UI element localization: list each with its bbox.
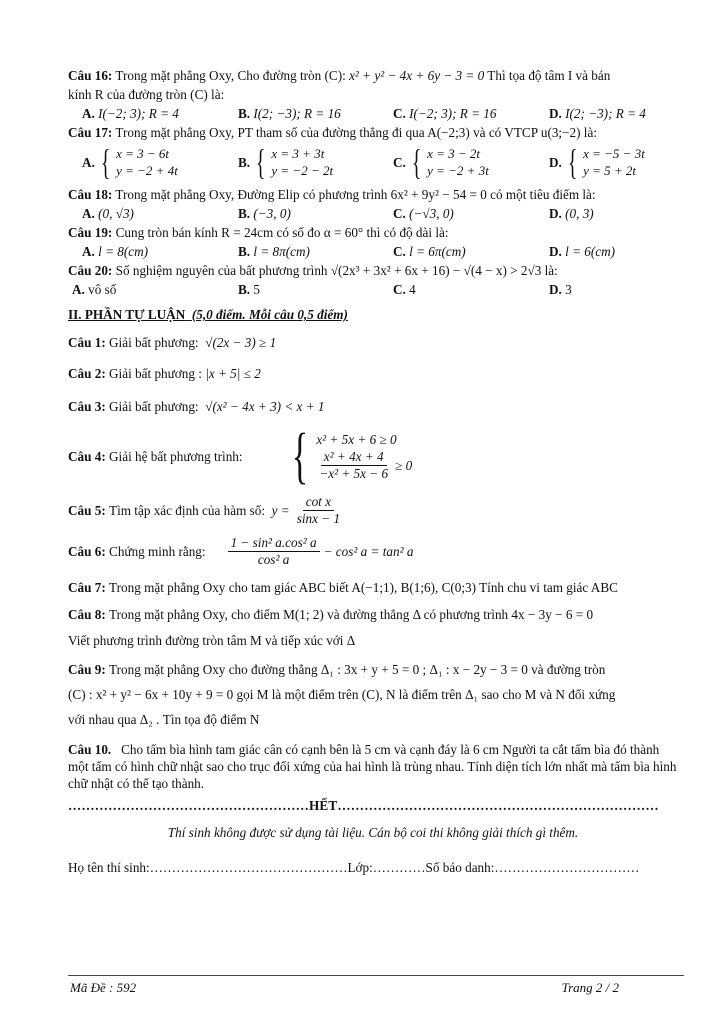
question-text: Trong mặt phẳng Oxy, PT tham số của đường thẳng đi qua A(−2;3) và có VTCP u(3;−2) là:	[115, 125, 597, 140]
question-text: Trong mặt phẳng Oxy, Đường Elip có phương trình 6x² + 9y² − 54 = 0 có một tiêu điểm là:	[115, 187, 596, 202]
option-b: B. I(2; −3); R = 16	[238, 106, 341, 121]
essay-question-5: Câu 5: Tìm tập xác định của hàm số: y = $\frac{\text{cot x}}{\sin x - 1}$	[68, 494, 341, 526]
question-text: Trong mặt phẳng Oxy, Cho đường tròn (C):	[115, 68, 346, 83]
option-c: C. (−√3, 0)	[393, 206, 454, 221]
option-d: D. 3	[549, 282, 572, 297]
question-17	[68, 123, 678, 142]
exam-code: Mã Đề : 592	[70, 980, 137, 995]
essay-question-2: Câu 2: Giải bất phương : |x + 5| ≤ 2	[68, 366, 261, 381]
question-16	[68, 66, 678, 104]
essay-question-9: Câu 9: Trong mặt phẳng Oxy cho đường thẳng Δ₁ : 3x + y + 5 = 0 ; Δ₁ : x − 2y − 3 = 0 và đường tròn	[68, 662, 606, 677]
option-a: A. I(−2; 3); R = 4	[82, 106, 179, 121]
question-label: Câu 20:	[68, 263, 113, 278]
section-title: II. PHẦN TỰ LUẬN (5,0 điểm. Mỗi câu 0,5 điểm)	[68, 307, 348, 322]
option-d: D. (0, 3)	[549, 206, 594, 221]
equation: x² + y² − 4x + 6y − 3 = 0	[349, 68, 485, 83]
exam-note: Thí sinh không được sử dụng tài liệu. Cán bộ coi thi không giải thích gì thêm.	[167, 825, 579, 840]
question-19	[68, 223, 678, 242]
option-a: A. vô số	[72, 282, 117, 297]
question-label: Câu 17:	[68, 125, 113, 140]
essay-question-3: Câu 3: Giải bất phương: √(x² − 4x + 3) < x + 1	[68, 399, 325, 414]
option-a: A. (0, √3)	[82, 206, 134, 221]
candidate-info: Họ tên thí sinh:………………………………………Lớp:…………Số báo danh:……………………………	[68, 860, 640, 875]
question-label: Câu 19:	[68, 225, 113, 240]
option-b: B. { x = 3 + 3t y = −2 − 2t	[238, 142, 334, 182]
option-b: B. (−3, 0)	[238, 206, 291, 221]
question-text: Số nghiệm nguyên của bất phương trình √(2x³ + 3x² + 6x + 16) − √(4 − x) > 2√3 là:	[115, 263, 558, 278]
option-d: D. { x = −5 − 3t y = 5 + 2t	[549, 142, 645, 182]
end-marker: ………………………………………………HẾT………………………………………………………………	[68, 798, 659, 813]
answer-options	[72, 280, 678, 299]
answer-options	[82, 242, 678, 261]
option-b: B. l = 8π(cm)	[238, 244, 310, 259]
option-d: D. l = 6(cm)	[549, 244, 616, 259]
answer-options	[82, 204, 678, 223]
essay-question-8: Câu 8: Trong mặt phẳng Oxy, cho điểm M(1; 2) và đường thẳng Δ có phương trình 4x − 3y − 6 = 0	[68, 607, 594, 622]
option-c: C. l = 6π(cm)	[393, 244, 466, 259]
option-c: C. 4	[393, 282, 416, 297]
option-d: D. I(2; −3); R = 4	[549, 106, 646, 121]
essay-question-6: Câu 6: Chứng minh rằng: $\frac{\text{1 − sin² a.cos² a}}{\text{cos² a}}$ − cos² a = tan² a	[68, 535, 414, 567]
essay-question-4: Câu 4: Giải hệ bất phương trình: { x² + 5x + 6 ≥ 0 $\frac{\text{x² + 4x + 4}}{\text{−x² + 5x − 6}}$ ≥ 0	[68, 422, 413, 490]
question-18	[68, 185, 678, 204]
option-b: B. 5	[238, 282, 260, 297]
question-20	[68, 261, 678, 280]
answer-options	[82, 142, 678, 182]
essay-question-10: Câu 10. Cho tấm bìa hình tam giác cân có cạnh bên là 5 cm và cạnh đáy là 6 cm Người ta cắt tấm bìa đó thành một tấm có hình chữ nhật sao cho trục đối xứng của hai hình là trùng nhau. Tính diện tích lớn nhất mà tấm bìa hình chữ nhật có thể tạo thành.	[68, 742, 677, 791]
option-c: C. I(−2; 3); R = 16	[393, 106, 497, 121]
essay-question-9-cont: (C) : x² + y² − 6x + 10y + 9 = 0 gọi M là một điểm trên (C), N là điểm trên Δ₁ sao cho M và N đối xứng	[68, 687, 616, 702]
option-c: C. { x = 3 − 2t y = −2 + 3t	[393, 142, 489, 182]
option-a: A. { x = 3 − 6t y = −2 + 4t	[82, 142, 178, 182]
footer-divider	[68, 975, 684, 976]
answer-options	[82, 104, 678, 123]
essay-question-9-cont: với nhau qua Δ₂ . Tìn tọa độ điểm N	[68, 712, 260, 727]
essay-question-1: Câu 1: Giải bất phương: √(2x − 3) ≥ 1	[68, 335, 277, 350]
question-text: Thì tọa độ tâm I và bán	[487, 68, 611, 83]
page-number: Trang 2 / 2	[561, 980, 619, 995]
exam-page	[68, 66, 678, 877]
question-text: kính R của đường tròn (C) là:	[68, 87, 225, 102]
question-label: Câu 18:	[68, 187, 113, 202]
question-text: Cung tròn bán kính R = 24cm có số đo α = 60° thì có độ dài là:	[115, 225, 449, 240]
option-a: A. l = 8(cm)	[82, 244, 149, 259]
question-label: Câu 16:	[68, 68, 113, 83]
essay-question-7: Câu 7: Trong mặt phẳng Oxy cho tam giác ABC biết A(−1;1), B(1;6), C(0;3) Tính chu vi tam giác ABC	[68, 580, 618, 595]
essay-question-8-cont: Viết phương trình đường tròn tâm M và tiếp xúc với Δ	[68, 633, 356, 648]
